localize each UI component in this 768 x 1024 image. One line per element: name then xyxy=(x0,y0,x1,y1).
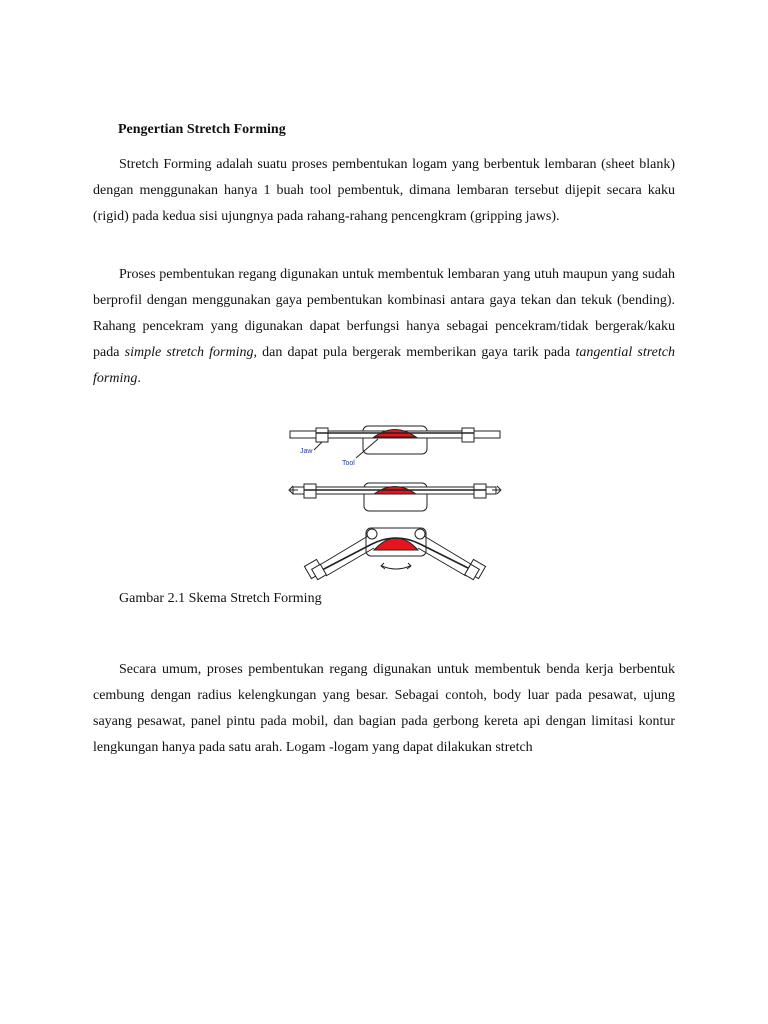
italic-simple-stretch-forming: simple stretch forming xyxy=(124,345,254,360)
jaw-right xyxy=(462,428,474,442)
paragraph-process-text-2: , dan dapat pula bergerak memberikan gaya tarik pada xyxy=(253,345,576,360)
paragraph-applications: Secara umum, proses pembentukan regang digunakan untuk membentuk benda kerja berbentuk cembung dengan radius kelengkungan yang besar. Sebagai contoh, body luar pada pesawat, ujung sayang pesawat, panel pintu pada mobil, dan bagian pada gerbong kereta api dengan limitasi kontur lengkungan hanya pada satu arah. Logam -logam yang dapat dilakukan stretch xyxy=(93,662,675,755)
paragraph-process-text-1: Proses pembentukan regang digunakan untuk membentuk lembaran yang utuh maupun yang sudah berprofil dengan menggunakan gaya pembentukan kombinasi antara gaya tekan dan tekuk (bending). Rahang pencekram yang digunakan dapat berfungsi hanya sebagai pencekram/tidak bergerak/kaku pada xyxy=(93,267,675,360)
rotation-arrow xyxy=(381,563,411,569)
italic-tangential-stretch-forming: tangential stretch forming xyxy=(93,345,675,386)
stage-clamped xyxy=(290,426,500,458)
tool-label: Tool xyxy=(342,460,355,467)
pivot-left xyxy=(367,529,377,539)
figure-caption: Gambar 2.1 Skema Stretch Forming xyxy=(119,591,322,606)
jaw-left-2 xyxy=(304,484,316,498)
stretch-forming-diagram xyxy=(280,420,510,592)
paragraph-process xyxy=(93,262,675,392)
paragraph-process-text-3: . xyxy=(137,371,141,386)
paragraph-definition: Stretch Forming adalah suatu proses pembentukan logam yang berbentuk lembaran (sheet blank) dengan menggunakan hanya 1 buah tool pembentuk, dimana lembaran tersebut dijepit secara kaku (rigid) pada kedua sisi ujungnya pada rahang-rahang pencengkram (gripping jaws). xyxy=(93,157,675,224)
section-heading: Pengertian Stretch Forming xyxy=(118,122,286,137)
pivot-right xyxy=(415,529,425,539)
jaw-leader-line xyxy=(314,442,322,450)
jaw-right-2 xyxy=(474,484,486,498)
stage-tensioned xyxy=(289,483,501,511)
jaw-left xyxy=(316,428,328,442)
jaw-label: Jaw xyxy=(300,448,313,455)
stage-wrapped xyxy=(304,528,485,580)
